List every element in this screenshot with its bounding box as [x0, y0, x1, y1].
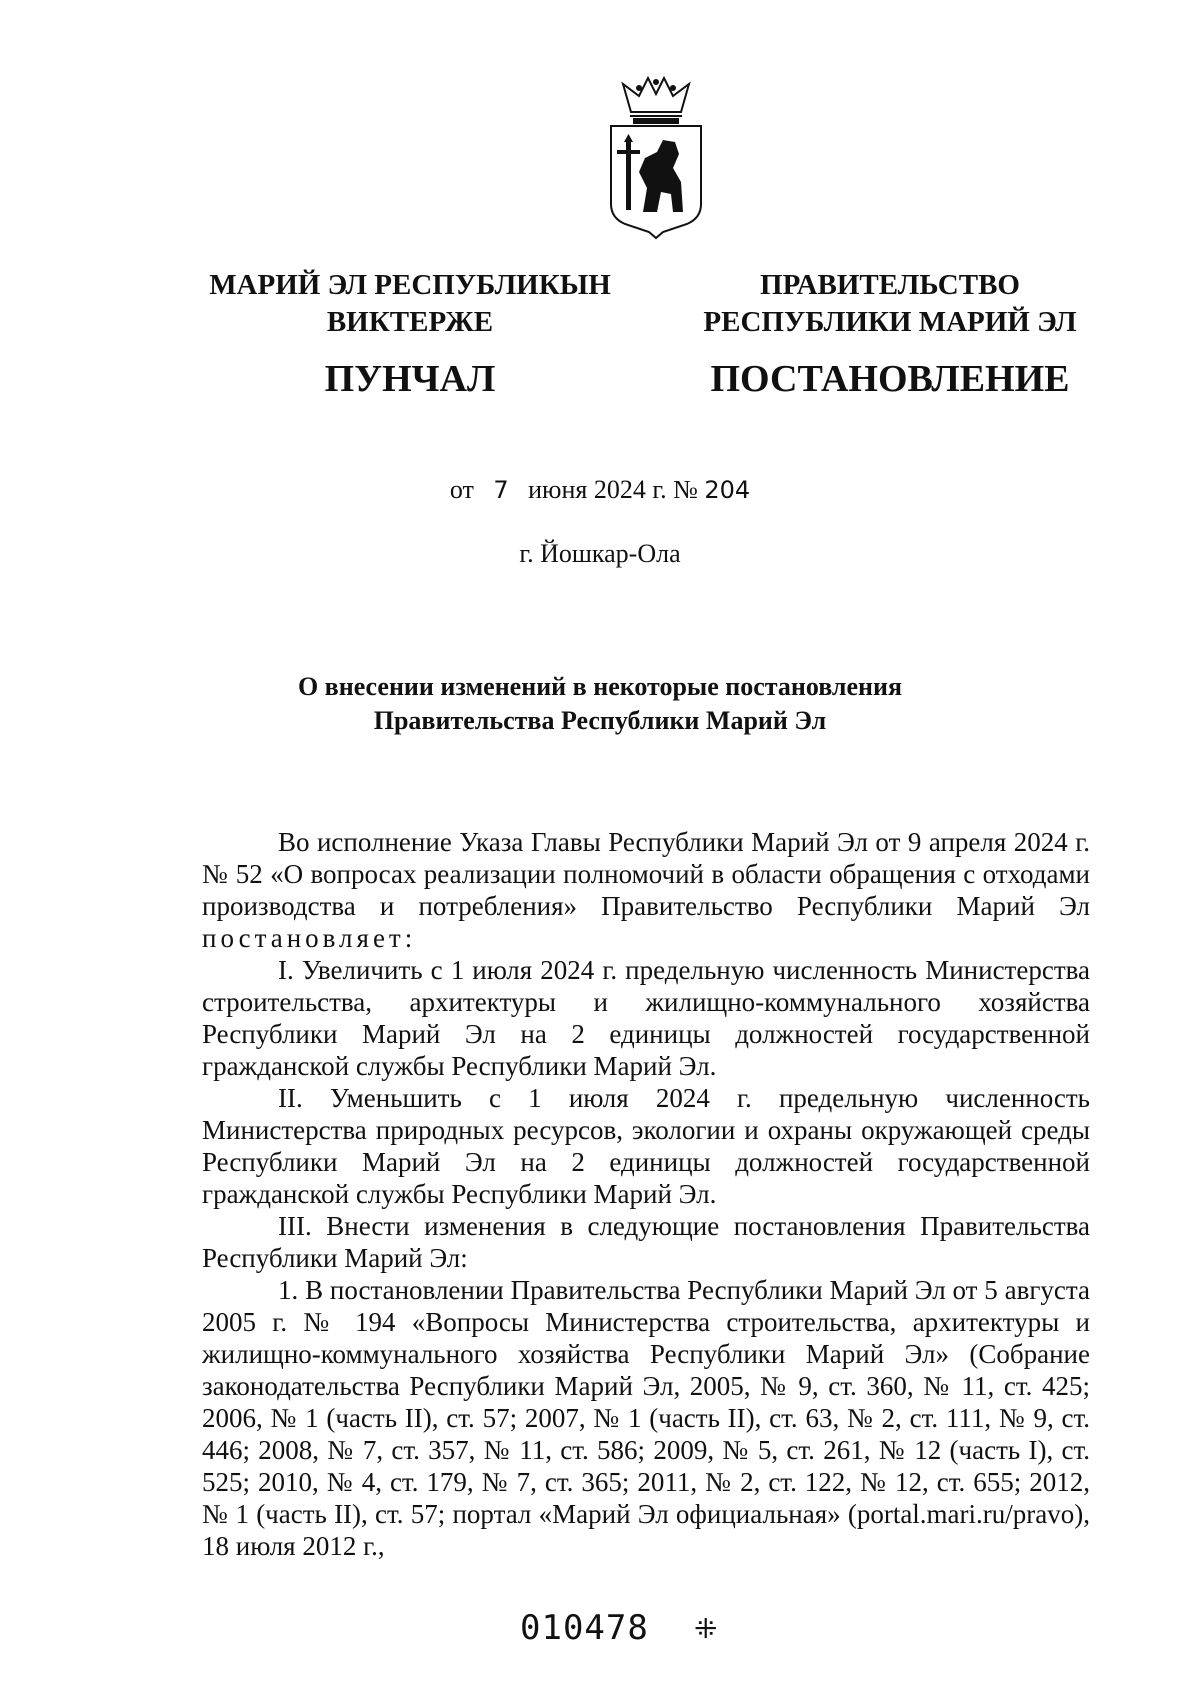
- body-paragraph-2: II. Уменьшить с 1 июля 2024 г. предельную численность Министерства природных ресурсов, экологии и охраны окружающей среды Республики Марий Эл на 2 единицы должностей государственной гражданской службы Республики Марий Эл.: [202, 1083, 1090, 1209]
- city-line: г. Йошкар-Ола: [519, 539, 681, 568]
- date-month-year: июня 2024 г. №: [528, 475, 698, 504]
- preamble-decree-word: постановляет:: [202, 923, 417, 953]
- decorative-mark-icon: ⁜: [694, 1612, 718, 1645]
- header-mari-doc-type: ПУНЧАЛ: [324, 358, 496, 400]
- title-line1: О внесении изменений в некоторые постановления: [297, 672, 903, 701]
- header-russian-doc-type: ПОСТАНОВЛЕНИЕ: [710, 358, 1070, 400]
- document-date-line: [0, 475, 1200, 505]
- body-paragraph-1: I. Увеличить с 1 июля 2024 г. предельную численность Министерства строительства, архитектуры и жилищно-коммунального хозяйства Республики Марий Эл на 2 единицы должностей государственной гражданской службы Республики Марий Эл.: [202, 955, 1090, 1081]
- document-number: 204: [704, 476, 751, 504]
- header-mari-line1: МАРИЙ ЭЛ РЕСПУБЛИКЫН: [209, 269, 611, 301]
- body-paragraph-preamble: [202, 826, 1090, 954]
- date-prefix: от: [449, 475, 474, 504]
- header-mari-line2: ВИКТЕРЖЕ: [326, 306, 494, 338]
- body-paragraph-4: 1. В постановлении Правительства Республики Марий Эл от 5 августа 2005 г. № 194 «Вопросы Министерства строительства, архитектуры и жилищно-коммунального хозяйства Республики Марий Эл» (Собрание законодательства Республики Марий Эл, 2005, № 9, ст. 360, № 11, ст. 425; 2006, № 1 (часть II), ст. 57; 2007, № 1 (часть II), ст. 63, № 2, ст. 111, № 9, ст. 446; 2008, № 7, ст. 357, № 11, ст. 586; 2009, № 5, ст. 261, № 12 (часть I), ст. 525; 2010, № 4, ст. 179, № 7, ст. 365; 2011, № 2, ст. 122, № 12, ст. 655; 2012, № 1 (часть II), ст. 57; портал «Марий Эл официальная» (portal.mari.ru/pravo), 18 июля 2012 г.,: [202, 1275, 1090, 1561]
- body-paragraph-3: III. Внести изменения в следующие постановления Правительства Республики Марий Эл:: [202, 1211, 1090, 1273]
- date-day: 7: [493, 476, 509, 504]
- preamble-text: Во исполнение Указа Главы Республики Марий Эл от 9 апреля 2024 г. № 52 «О вопросах реализации полномочий в области обращения с отходами производства и потребления» Правительство Республики Марий Эл: [202, 827, 1090, 921]
- title-line2: Правительства Республики Марий Эл: [373, 706, 827, 735]
- header-russian-line2: РЕСПУБЛИКИ МАРИЙ ЭЛ: [703, 306, 1077, 338]
- serial-number: 010478: [520, 1608, 649, 1648]
- header-mari-block: [180, 267, 640, 405]
- coat-of-arms-emblem: [603, 72, 709, 240]
- document-body: [202, 826, 1090, 1562]
- document-title: [200, 670, 1000, 738]
- header-russian-line1: ПРАВИТЕЛЬСТВО: [760, 269, 1020, 301]
- header-russian-block: [680, 267, 1100, 405]
